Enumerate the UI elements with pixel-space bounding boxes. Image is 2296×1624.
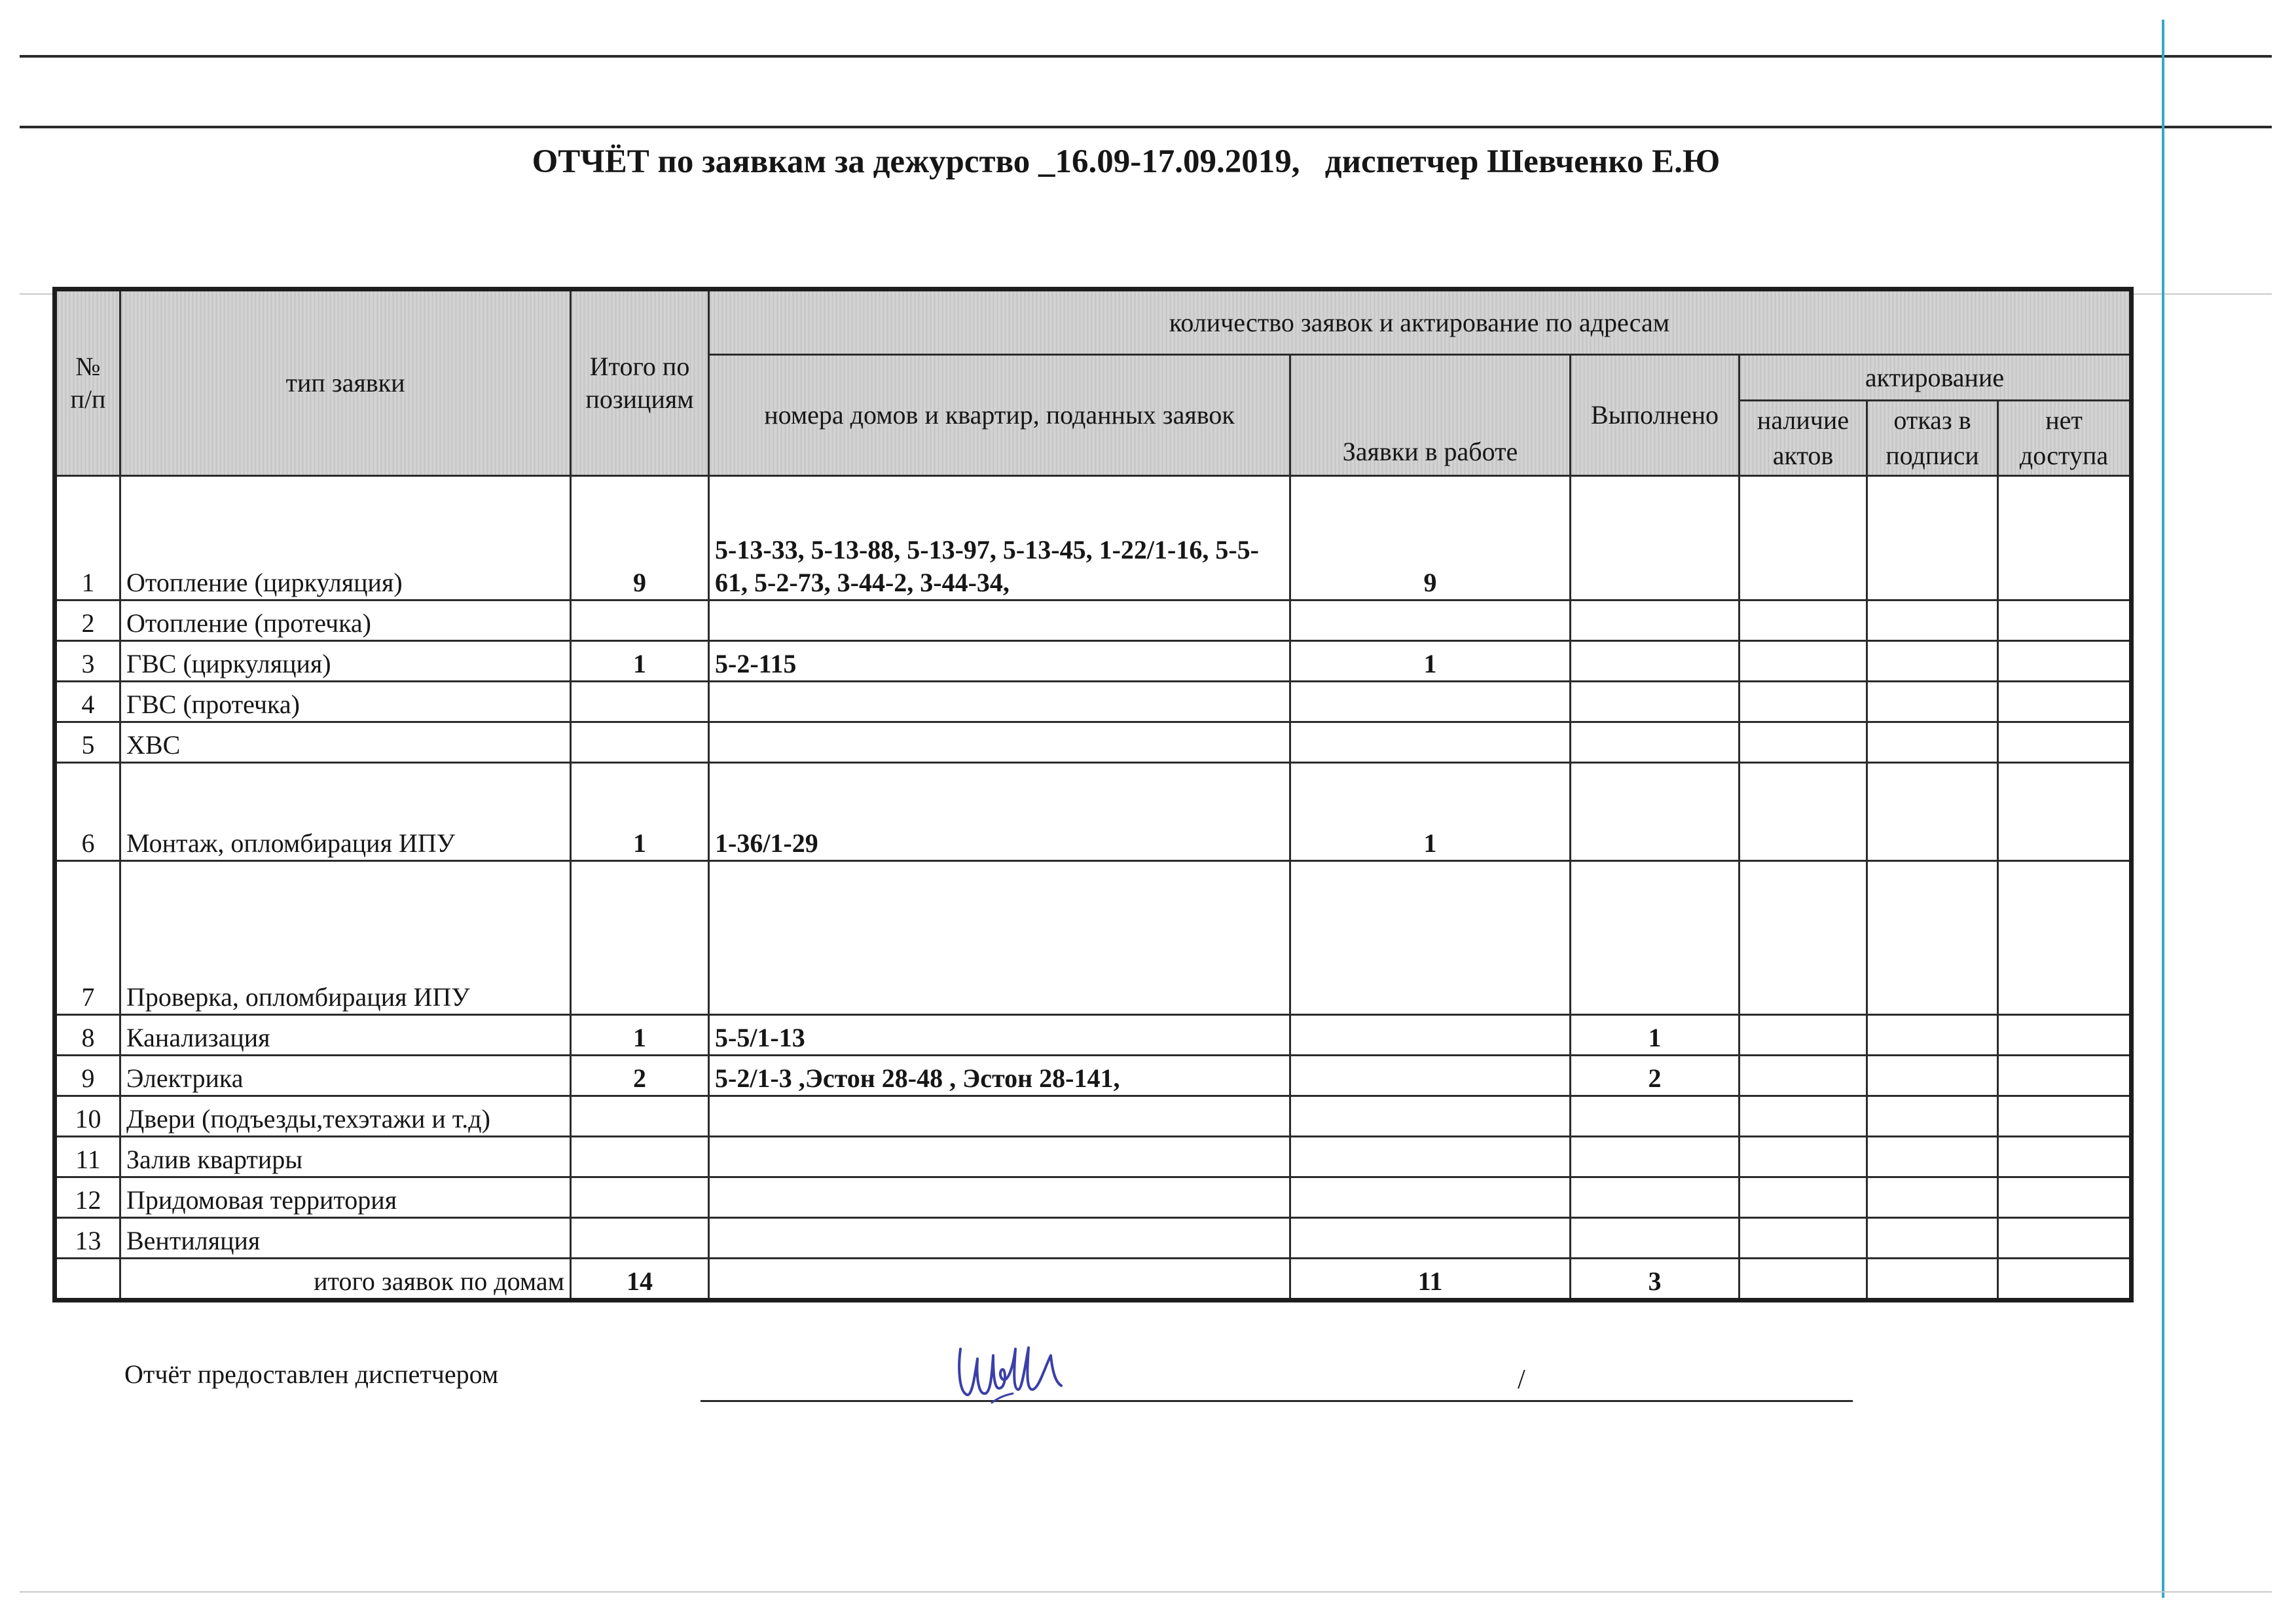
table-row bbox=[55, 476, 2132, 600]
table-row bbox=[55, 600, 2132, 641]
row-total bbox=[571, 600, 709, 641]
table-row bbox=[55, 1137, 2132, 1177]
row-done bbox=[1571, 763, 1740, 861]
row-no-access bbox=[1998, 763, 2132, 861]
handwritten-signature bbox=[953, 1329, 1077, 1414]
row-total bbox=[571, 1137, 709, 1177]
top-rule-2 bbox=[20, 126, 2272, 128]
row-in-work: 1 bbox=[1290, 763, 1571, 861]
header-num: № п/п bbox=[55, 289, 120, 476]
row-done bbox=[1571, 476, 1740, 600]
summary-total: 14 bbox=[571, 1259, 709, 1301]
row-refusal bbox=[1867, 1177, 1998, 1218]
row-in-work bbox=[1290, 722, 1571, 763]
row-refusal bbox=[1867, 763, 1998, 861]
row-total bbox=[571, 1218, 709, 1259]
row-refusal bbox=[1867, 1137, 1998, 1177]
table-row bbox=[55, 861, 2132, 1015]
row-total: 1 bbox=[571, 1015, 709, 1056]
row-no-access bbox=[1998, 682, 2132, 722]
table-row bbox=[55, 1218, 2132, 1259]
row-num: 12 bbox=[55, 1177, 120, 1218]
table-row bbox=[55, 763, 2132, 861]
row-type: Отопление (протечка) bbox=[120, 600, 571, 641]
row-total bbox=[571, 682, 709, 722]
row-type: Монтаж, опломбирация ИПУ bbox=[120, 763, 571, 861]
scan-bottom-line bbox=[20, 1591, 2272, 1593]
row-num: 1 bbox=[55, 476, 120, 600]
row-addresses bbox=[709, 600, 1290, 641]
row-total bbox=[571, 861, 709, 1015]
row-acts bbox=[1740, 641, 1867, 682]
row-type: Двери (подъезды,техэтажи и т.д) bbox=[120, 1096, 571, 1137]
row-refusal bbox=[1867, 1218, 1998, 1259]
row-acts bbox=[1740, 1137, 1867, 1177]
row-refusal bbox=[1867, 476, 1998, 600]
row-total bbox=[571, 1177, 709, 1218]
row-acts bbox=[1740, 763, 1867, 861]
row-addresses: 5-2/1-3 ,Эстон 28-48 , Эстон 28-141, bbox=[709, 1056, 1290, 1096]
row-done: 2 bbox=[1571, 1056, 1740, 1096]
summary-no-access bbox=[1998, 1259, 2132, 1301]
header-group: количество заявок и актирование по адресам bbox=[709, 289, 2132, 355]
row-no-access bbox=[1998, 476, 2132, 600]
row-refusal bbox=[1867, 1015, 1998, 1056]
row-acts bbox=[1740, 1096, 1867, 1137]
row-no-access bbox=[1998, 1218, 2132, 1259]
row-addresses bbox=[709, 682, 1290, 722]
row-addresses: 5-13-33, 5-13-88, 5-13-97, 5-13-45, 1-22/1-16, 5-5-61, 5-2-73, 3-44-2, 3-44-34, bbox=[709, 476, 1290, 600]
summary-row bbox=[55, 1259, 2132, 1301]
row-in-work bbox=[1290, 1015, 1571, 1056]
row-addresses: 5-2-115 bbox=[709, 641, 1290, 682]
row-num: 6 bbox=[55, 763, 120, 861]
row-refusal bbox=[1867, 1056, 1998, 1096]
summary-in-work: 11 bbox=[1290, 1259, 1571, 1301]
row-no-access bbox=[1998, 722, 2132, 763]
row-acts bbox=[1740, 476, 1867, 600]
row-refusal bbox=[1867, 600, 1998, 641]
row-no-access bbox=[1998, 1096, 2132, 1137]
header-type: тип заявки bbox=[120, 289, 571, 476]
row-num: 7 bbox=[55, 861, 120, 1015]
header-in-work: Заявки в работе bbox=[1290, 355, 1571, 476]
row-acts bbox=[1740, 722, 1867, 763]
signature-slash: / bbox=[1518, 1365, 1525, 1395]
row-done bbox=[1571, 722, 1740, 763]
row-type: ХВС bbox=[120, 722, 571, 763]
table-row bbox=[55, 682, 2132, 722]
header-refusal: отказ в подписи bbox=[1867, 401, 1998, 476]
summary-num bbox=[55, 1259, 120, 1301]
row-num: 9 bbox=[55, 1056, 120, 1096]
row-acts bbox=[1740, 1015, 1867, 1056]
summary-refusal bbox=[1867, 1259, 1998, 1301]
row-in-work bbox=[1290, 682, 1571, 722]
row-in-work bbox=[1290, 1137, 1571, 1177]
row-total bbox=[571, 1096, 709, 1137]
table-row bbox=[55, 1015, 2132, 1056]
header-acts: наличие актов bbox=[1740, 401, 1867, 476]
report-title: ОТЧЁТ по заявкам за дежурство _16.09-17.09.2019, диспетчер Шевченко Е.Ю bbox=[532, 143, 1721, 180]
row-type: Проверка, опломбирация ИПУ bbox=[120, 861, 571, 1015]
summary-addresses bbox=[709, 1259, 1290, 1301]
row-num: 10 bbox=[55, 1096, 120, 1137]
table-row bbox=[55, 722, 2132, 763]
row-num: 13 bbox=[55, 1218, 120, 1259]
table-row bbox=[55, 1177, 2132, 1218]
row-refusal bbox=[1867, 722, 1998, 763]
row-no-access bbox=[1998, 1177, 2132, 1218]
row-acts bbox=[1740, 1056, 1867, 1096]
row-done bbox=[1571, 1218, 1740, 1259]
row-done bbox=[1571, 1137, 1740, 1177]
row-refusal bbox=[1867, 641, 1998, 682]
row-addresses bbox=[709, 1218, 1290, 1259]
header-addresses: номера домов и квартир, поданных заявок bbox=[709, 355, 1290, 476]
row-num: 3 bbox=[55, 641, 120, 682]
row-addresses bbox=[709, 861, 1290, 1015]
row-type: Залив квартиры bbox=[120, 1137, 571, 1177]
row-done: 1 bbox=[1571, 1015, 1740, 1056]
row-num: 8 bbox=[55, 1015, 120, 1056]
row-no-access bbox=[1998, 861, 2132, 1015]
row-num: 2 bbox=[55, 600, 120, 641]
row-in-work: 1 bbox=[1290, 641, 1571, 682]
row-addresses bbox=[709, 1096, 1290, 1137]
row-done bbox=[1571, 1177, 1740, 1218]
row-type: Канализация bbox=[120, 1015, 571, 1056]
row-no-access bbox=[1998, 600, 2132, 641]
signature-line bbox=[701, 1400, 1853, 1402]
row-total: 9 bbox=[571, 476, 709, 600]
row-type: Вентиляция bbox=[120, 1218, 571, 1259]
row-acts bbox=[1740, 600, 1867, 641]
header-no-access: нет доступа bbox=[1998, 401, 2132, 476]
table-row bbox=[55, 1056, 2132, 1096]
table-row bbox=[55, 641, 2132, 682]
summary-label: итого заявок по домам bbox=[120, 1259, 571, 1301]
report-table bbox=[52, 287, 2134, 1302]
row-acts bbox=[1740, 861, 1867, 1015]
row-addresses bbox=[709, 722, 1290, 763]
table-row bbox=[55, 1096, 2132, 1137]
row-type: ГВС (протечка) bbox=[120, 682, 571, 722]
row-num: 11 bbox=[55, 1137, 120, 1177]
row-total: 1 bbox=[571, 763, 709, 861]
row-done bbox=[1571, 682, 1740, 722]
row-type: Придомовая территория bbox=[120, 1177, 571, 1218]
row-in-work bbox=[1290, 1177, 1571, 1218]
row-done bbox=[1571, 600, 1740, 641]
header-act-group: актирование bbox=[1740, 355, 2132, 401]
row-refusal bbox=[1867, 1096, 1998, 1137]
row-in-work bbox=[1290, 600, 1571, 641]
row-in-work: 9 bbox=[1290, 476, 1571, 600]
row-done bbox=[1571, 861, 1740, 1015]
row-no-access bbox=[1998, 1056, 2132, 1096]
row-total: 1 bbox=[571, 641, 709, 682]
row-refusal bbox=[1867, 682, 1998, 722]
top-rule-1 bbox=[20, 55, 2272, 58]
row-done bbox=[1571, 1096, 1740, 1137]
row-addresses bbox=[709, 1177, 1290, 1218]
row-type: Отопление (циркуляция) bbox=[120, 476, 571, 600]
row-acts bbox=[1740, 682, 1867, 722]
row-no-access bbox=[1998, 641, 2132, 682]
row-no-access bbox=[1998, 1137, 2132, 1177]
footer-label: Отчёт предоставлен диспетчером bbox=[124, 1359, 499, 1389]
row-in-work bbox=[1290, 861, 1571, 1015]
row-done bbox=[1571, 641, 1740, 682]
header-total: Итого по позициям bbox=[571, 289, 709, 476]
row-addresses: 1-36/1-29 bbox=[709, 763, 1290, 861]
row-type: ГВС (циркуляция) bbox=[120, 641, 571, 682]
row-no-access bbox=[1998, 1015, 2132, 1056]
scan-edge-line bbox=[2162, 20, 2164, 1598]
summary-done: 3 bbox=[1571, 1259, 1740, 1301]
header-done: Выполнено bbox=[1571, 355, 1740, 476]
row-in-work bbox=[1290, 1096, 1571, 1137]
row-acts bbox=[1740, 1177, 1867, 1218]
row-in-work bbox=[1290, 1218, 1571, 1259]
row-addresses bbox=[709, 1137, 1290, 1177]
row-addresses: 5-5/1-13 bbox=[709, 1015, 1290, 1056]
summary-acts bbox=[1740, 1259, 1867, 1301]
row-in-work bbox=[1290, 1056, 1571, 1096]
row-acts bbox=[1740, 1218, 1867, 1259]
row-refusal bbox=[1867, 861, 1998, 1015]
row-total: 2 bbox=[571, 1056, 709, 1096]
row-num: 5 bbox=[55, 722, 120, 763]
row-total bbox=[571, 722, 709, 763]
row-type: Электрика bbox=[120, 1056, 571, 1096]
row-num: 4 bbox=[55, 682, 120, 722]
